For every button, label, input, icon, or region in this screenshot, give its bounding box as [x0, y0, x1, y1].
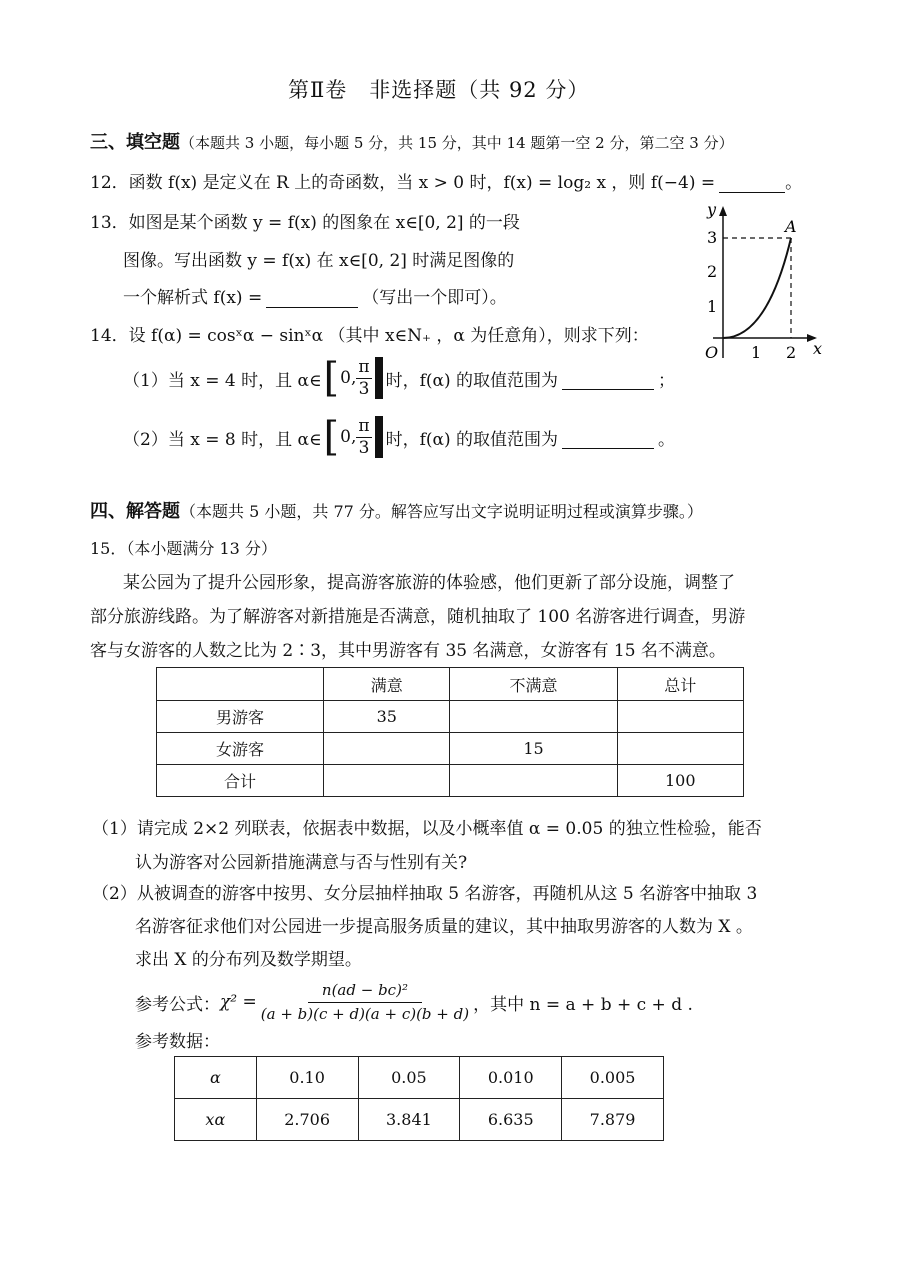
y-tick-2: 2	[707, 262, 718, 281]
fraction-denominator: 3	[358, 437, 370, 458]
function-curve	[723, 238, 791, 338]
table-cell: 0.10	[256, 1057, 358, 1099]
table-cell-blank[interactable]	[450, 701, 617, 733]
table-cell: 100	[617, 765, 743, 797]
q14-part2-prefix: （2）当 x = 8 时，且 α∈	[123, 429, 322, 450]
q14-part2	[123, 414, 675, 460]
table-row	[157, 733, 744, 765]
table-cell-blank[interactable]	[617, 701, 743, 733]
q13-line1-text: 如图是某个函数 y = f(x) 的图象在 x∈[0, 2] 的一段	[128, 213, 520, 233]
table-cell-blank[interactable]	[617, 733, 743, 765]
formula-lhs: χ² =	[220, 992, 257, 1012]
x-tick-1: 1	[751, 343, 762, 362]
fraction-numerator: π	[358, 356, 370, 377]
q13-line3-text: 一个解析式 f(x) =	[123, 288, 263, 308]
table-row	[175, 1099, 664, 1141]
section3-note: （本题共 3 小题，每小题 5 分，共 15 分，其中 14 题第一空 2 分，第二空 3 分）	[180, 134, 734, 152]
table-header-cell: 总计	[617, 668, 743, 701]
formula-denominator: (a + b)(c + d)(a + c)(b + d)	[260, 1004, 470, 1023]
q15-head: 15．（本小题满分 13 分）	[90, 539, 277, 558]
table-cell: 15	[450, 733, 617, 765]
q13-line3	[123, 283, 507, 308]
table-row	[157, 701, 744, 733]
table-cell: 2.706	[256, 1099, 358, 1141]
q13-line2: 图像。写出函数 y = f(x) 在 x∈[0, 2] 时满足图像的	[123, 251, 515, 271]
table-header-cell: 不满意	[450, 668, 617, 701]
q15-sub2-line3: 求出 X 的分布列及数学期望。	[135, 950, 362, 970]
y-axis-label: y	[707, 200, 717, 219]
table-cell: 6.635	[460, 1099, 562, 1141]
formula-fraction	[260, 980, 470, 1023]
q14-stem	[90, 321, 649, 346]
y-axis-arrow	[719, 206, 727, 216]
page-title: 第Ⅱ卷 非选择题（共 92 分）	[288, 78, 590, 102]
q12-text-a: 函数 f(x) 是定义在 R 上的奇函数，当 x > 0 时，	[128, 173, 504, 193]
table-cell: xα	[175, 1099, 257, 1141]
table-cell: 3.841	[358, 1099, 460, 1141]
q14-part2-suffix: 时，f(α) 的取值范围为	[385, 429, 559, 450]
formula-tail: ，其中 n = a + b + c + d .	[473, 994, 693, 1015]
q15-sub1-line2: 认为游客对公园新措施满意与否与性别有关?	[135, 853, 468, 873]
table-cell: 0.010	[460, 1057, 562, 1099]
interval-left-bracket: [	[323, 414, 340, 460]
q14-number: 14．	[90, 326, 129, 346]
table-cell: 0.005	[562, 1057, 664, 1099]
q12-text-b: f(x) = log₂ x ，则 f(−4) =	[503, 173, 716, 193]
q14-part1-answer-blank[interactable]	[562, 367, 654, 390]
q14-part1-suffix: 时，f(α) 的取值范围为	[385, 370, 559, 391]
q15-sub2-line2: 名游客征求他们对公园进一步提高服务质量的建议，其中抽取男游客的人数为 X 。	[135, 917, 753, 937]
q14-stem-text: 设 f(α) = cosˣα − sinˣα （其中 x∈N₊ ，α 为任意角），则求下列：	[128, 326, 649, 346]
formula-label: 参考公式：	[135, 994, 220, 1015]
q13-line3-tail: （写出一个即可）。	[362, 288, 507, 308]
q15-para-line2: 部分旅游线路。为了解游客对新措施是否满意，随机抽取了 100 名游客进行调查，男游	[90, 607, 746, 627]
q13-line1	[90, 208, 520, 233]
data-label: 参考数据：	[135, 1032, 220, 1052]
q15-para-line3: 客与女游客的人数之比为 2∶3，其中男游客有 35 名满意，女游客有 15 名不满意。	[90, 641, 726, 661]
table-cell: 男游客	[157, 701, 324, 733]
table-cell-blank[interactable]	[324, 733, 450, 765]
q14-part1-prefix: （1）当 x = 4 时，且 α∈	[123, 370, 322, 391]
y-tick-3: 3	[707, 228, 718, 247]
reference-data-table	[174, 1056, 664, 1141]
table-cell-blank[interactable]	[324, 765, 450, 797]
section3-heading: 三、填空题	[90, 132, 180, 153]
y-tick-1: 1	[707, 297, 718, 316]
table-row	[157, 765, 744, 797]
q15-para-line1: 某公园为了提升公园形象，提高游客旅游的体验感，他们更新了部分设施，调整了	[123, 573, 735, 593]
fraction-numerator: π	[358, 415, 370, 436]
q15-sub2-line1: （2）从被调查的游客中按男、女分层抽样抽取 5 名游客，再随机从这 5 名游客中抽取 3	[92, 884, 758, 904]
section3-header	[90, 128, 734, 154]
q14-part2-answer-blank[interactable]	[562, 426, 654, 449]
q13-answer-blank[interactable]	[266, 293, 358, 308]
table-header-cell: 满意	[324, 668, 450, 701]
table-cell: 7.879	[562, 1099, 664, 1141]
x-tick-2: 2	[786, 343, 797, 362]
interval-right-bar	[375, 416, 383, 458]
q14-part2-end: 。	[658, 429, 676, 450]
point-a-label: A	[785, 217, 797, 236]
section4-note: （本题共 5 小题，共 77 分。解答应写出文字说明证明过程或演算步骤。）	[180, 502, 703, 521]
interval-start: 0,	[340, 368, 357, 388]
q13-number: 13．	[90, 213, 129, 233]
origin-label: O	[705, 343, 719, 362]
table-header-row	[157, 668, 744, 701]
q12-number: 12．	[90, 173, 129, 193]
fraction-denominator: 3	[358, 378, 370, 399]
table-cell: α	[175, 1057, 257, 1099]
table-row	[175, 1057, 664, 1099]
table-header-cell	[157, 668, 324, 701]
pi-over-3-fraction	[356, 356, 371, 399]
table-cell: 0.05	[358, 1057, 460, 1099]
x-axis-label: x	[813, 339, 823, 358]
table-cell: 女游客	[157, 733, 324, 765]
q15-sub1-line1: （1）请完成 2×2 列联表，依据表中数据，以及小概率值 α = 0.05 的独立性检验，能否	[92, 819, 762, 839]
function-graph	[695, 198, 825, 364]
interval-start: 0,	[340, 427, 357, 447]
pi-over-3-fraction	[356, 415, 371, 458]
table-cell-blank[interactable]	[450, 765, 617, 797]
interval-right-bar	[375, 357, 383, 399]
q12-end: 。	[785, 173, 803, 193]
section4-header	[90, 497, 703, 523]
q14-part1	[123, 355, 675, 401]
question-12	[90, 168, 802, 193]
contingency-table	[156, 667, 744, 797]
table-cell: 合计	[157, 765, 324, 797]
interval-left-bracket: [	[323, 355, 340, 401]
reference-formula	[135, 976, 693, 1028]
q12-answer-blank[interactable]	[719, 178, 785, 193]
q14-part1-end: ；	[658, 370, 676, 391]
section4-heading: 四、解答题	[90, 501, 180, 522]
table-cell: 35	[324, 701, 450, 733]
formula-numerator: n(ad − bc)²	[308, 983, 422, 1003]
